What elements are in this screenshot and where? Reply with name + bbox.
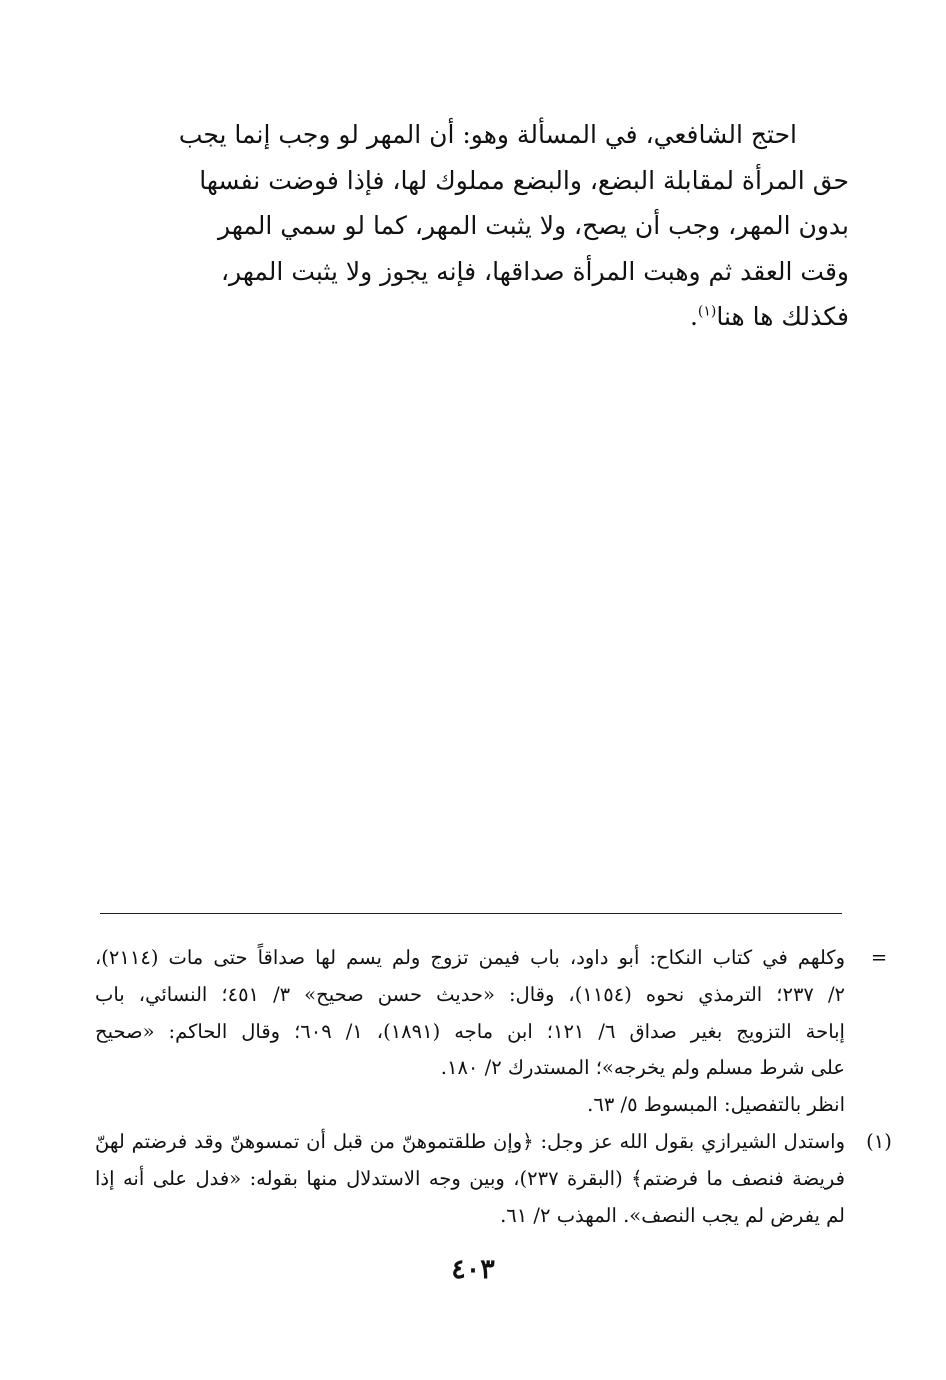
- main-text-line: حق المرأة لمقابلة البضع، والبضع مملوك لها، فإذا فوضت نفسها: [199, 165, 849, 195]
- footnote-line: انظر بالتفصيل: المبسوط ٥/ ٦٣.: [587, 1093, 845, 1117]
- main-text-line: فكذلك ها هنا: [716, 302, 849, 331]
- main-text-line: وقت العقد ثم وهبت المرأة صداقها، فإنه يجوز ولا يثبت المهر،: [220, 256, 849, 286]
- footnote-separator: [100, 913, 842, 914]
- continuation-marker: =: [870, 946, 888, 969]
- footnote-line: فريضة فنصف ما فرضتم﴾ (البقرة ٢٣٧)، وبين وجه الاستدلال منها بقوله: «فدل على أنه إذا: [95, 1166, 845, 1190]
- footnote-reference: (١): [697, 303, 717, 320]
- footnote-line: على شرط مسلم ولم يخرجه»؛ المستدرك ٢/ ١٨٠.: [440, 1056, 845, 1080]
- footnotes-block: [95, 940, 892, 1234]
- main-text-block: [178, 112, 849, 340]
- end-punctuation: .: [689, 302, 698, 331]
- footnote-1: [95, 1124, 892, 1234]
- footnote-line: واستدل الشيرازي بقول الله عز وجل: ﴿وإن طلقتموهنّ من قبل أن تمسوهنّ وقد فرضتم لهنّ: [95, 1129, 845, 1153]
- footnote-line: إباحة التزويج بغير صداق ٦/ ١٢١؛ ابن ماجه (١٨٩١)، ١/ ٦٠٩؛ وقال الحاكم: «صحيح: [95, 1019, 845, 1043]
- page-number: ٤٠٣: [451, 1254, 495, 1285]
- main-text-line: بدون المهر، وجب أن يصح، ولا يثبت المهر، كما لو سمي المهر: [218, 211, 849, 240]
- footnote-line: ٢/ ٢٣٧؛ الترمذي نحوه (١١٥٤)، وقال: «حديث حسن صحيح» ٣/ ٤٥١؛ النسائي، باب: [95, 982, 845, 1006]
- main-text-last-line: [255, 294, 849, 340]
- main-text-line: احتج الشافعي، في المسألة وهو: أن المهر لو وجب إنما يجب: [178, 120, 797, 149]
- footnote-continuation: [95, 940, 888, 1124]
- footnote-number: (١): [866, 1129, 892, 1153]
- footnote-line: وكلهم في كتاب النكاح: أبو داود، باب فيمن تزوج ولم يسم لها صداقاً حتى مات (٢١١٤)،: [95, 946, 845, 969]
- footnote-line: لم يفرض لم يجب النصف». المهذب ٢/ ٦١.: [500, 1203, 845, 1227]
